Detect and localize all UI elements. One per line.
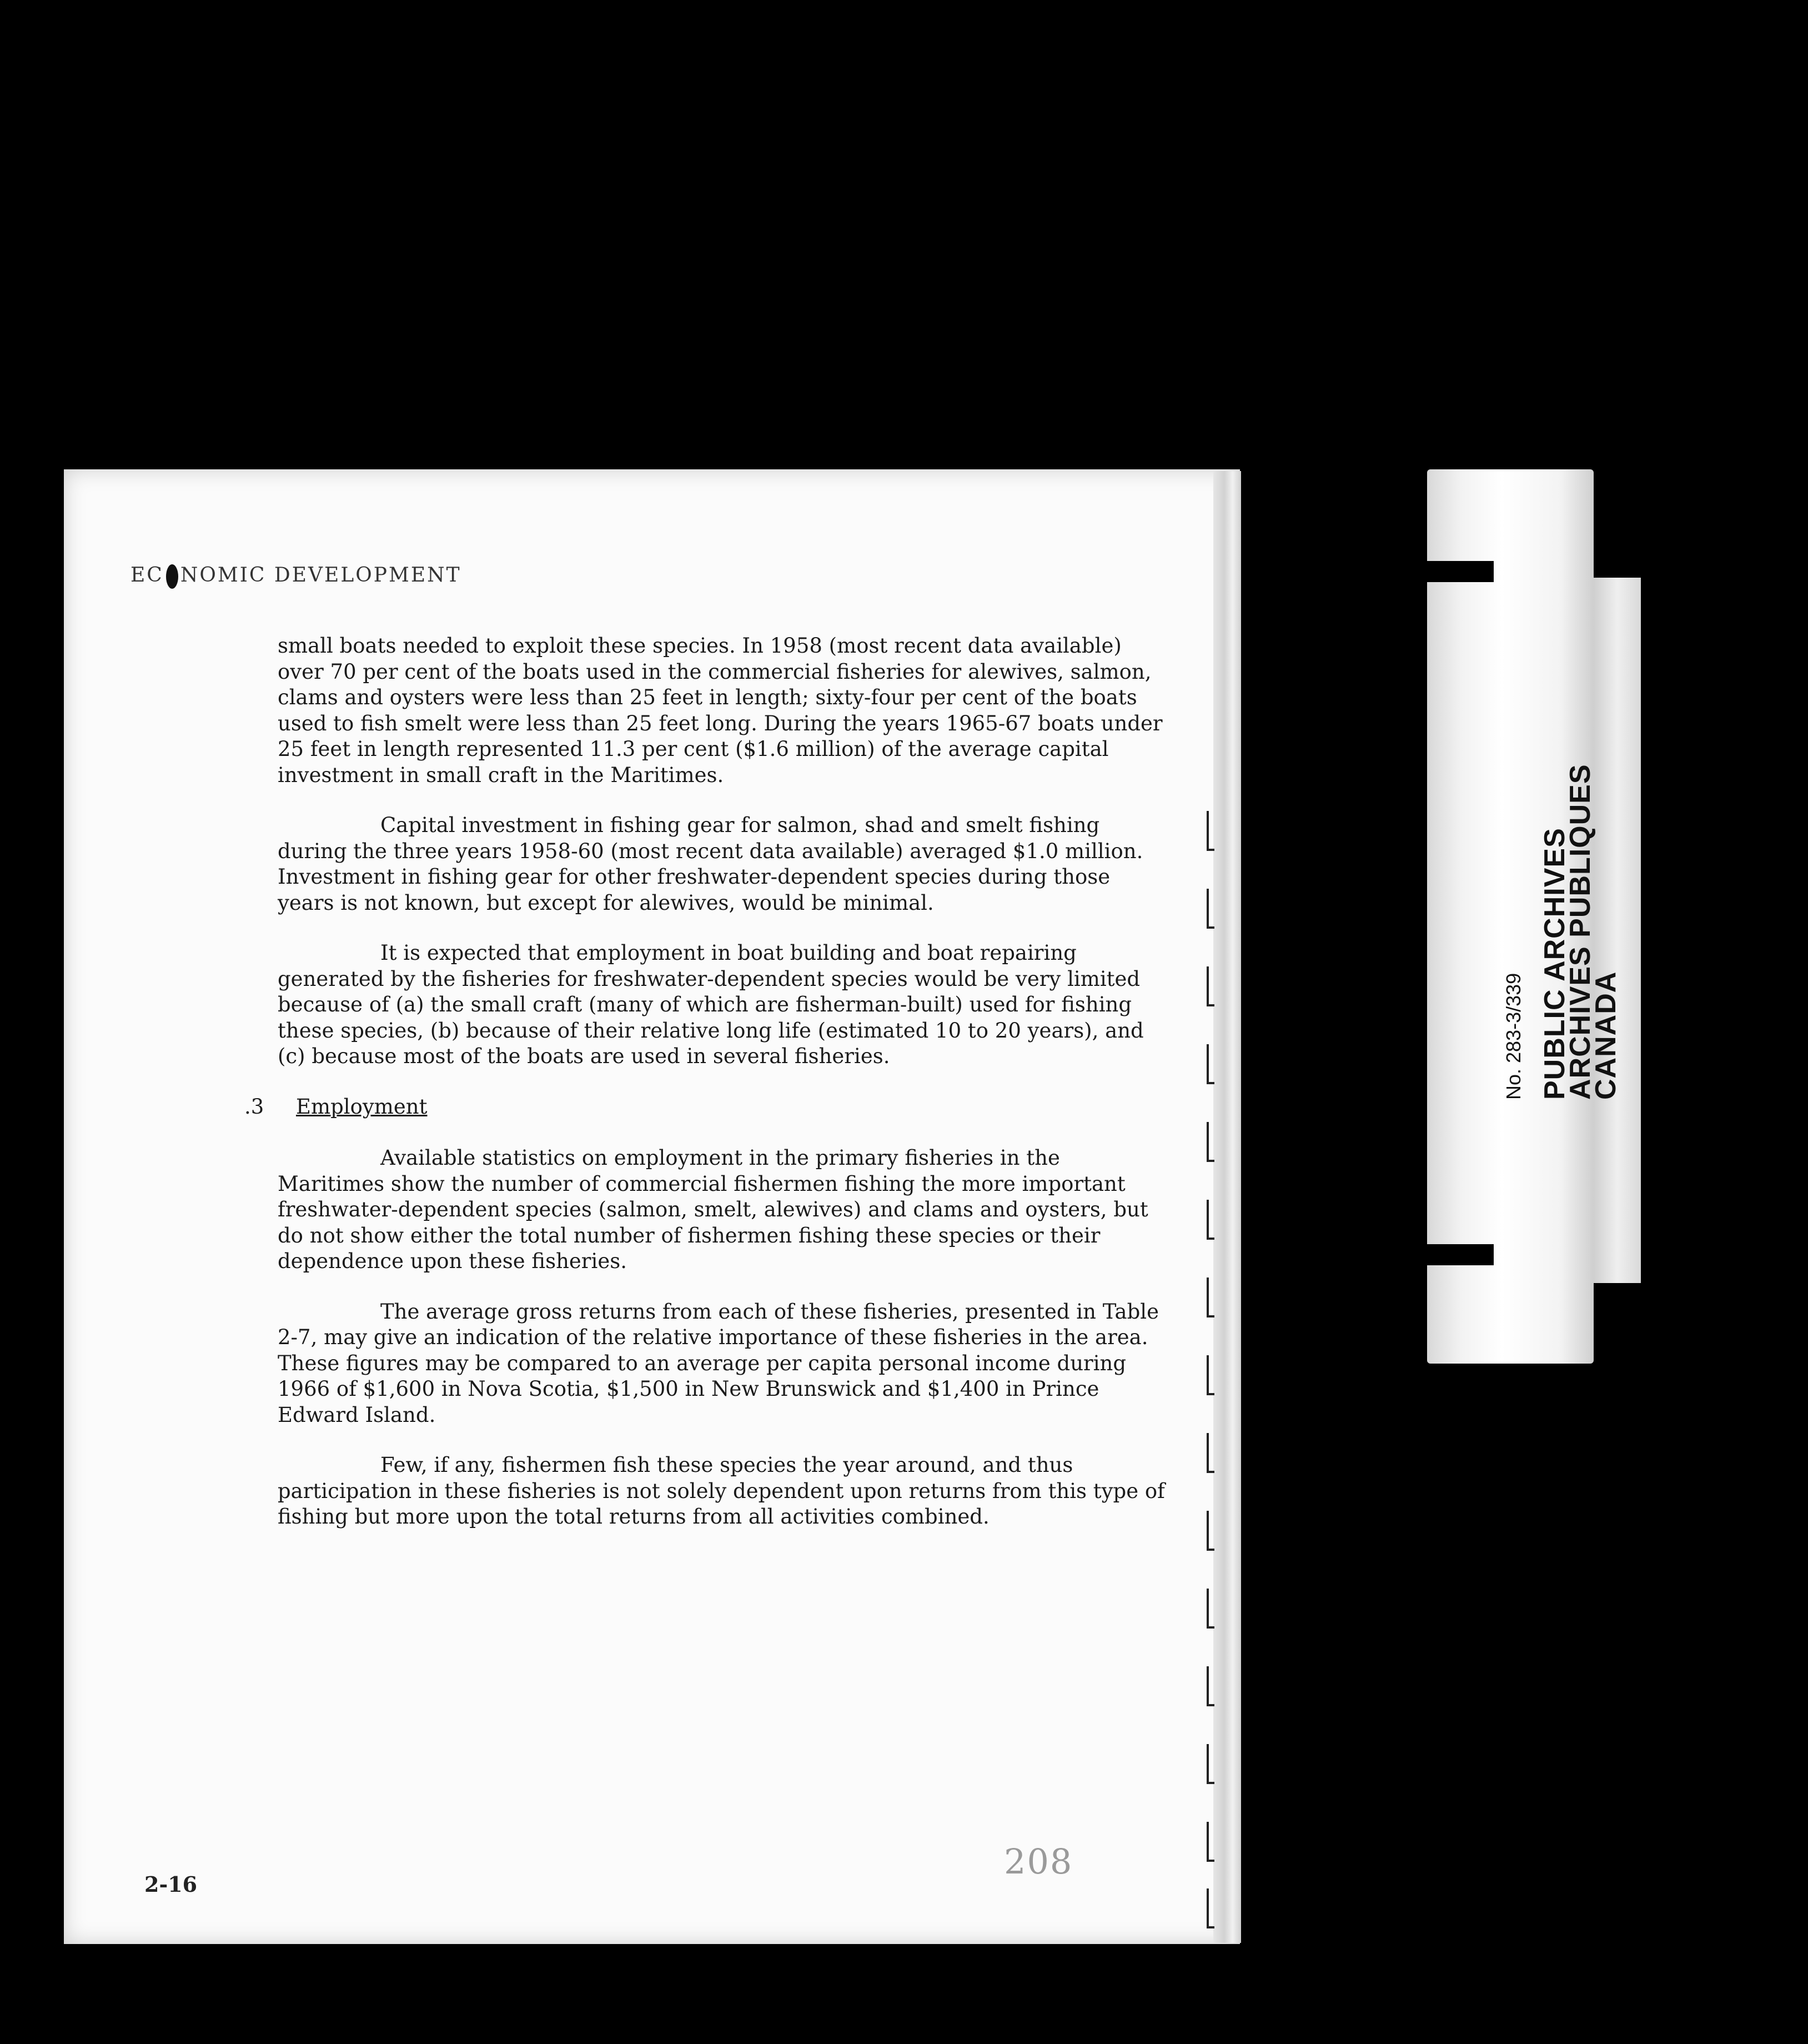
paragraph: The average gross returns from each of these fisheries, presented in Table 2-7, may give an indication of the relative importance of these fisheries in the area. These figures may be compared to an average per capita personal income during 1966 of $1,600 in Nova Scotia, $1,500 in New Brunswick and $1,400 in Prince Edward Island. <box>278 1299 1159 1427</box>
binder-mark <box>1207 1511 1214 1551</box>
document-body <box>244 633 1172 1555</box>
binder-mark <box>1207 811 1214 851</box>
paragraph: small boats needed to exploit these species. In 1958 (most recent data available) over 70 per cent of the boats used in the commercial fisheries for alewives, salmon, clams and oysters were less than 25 feet in length; sixty-four per cent of the boats used to fish smelt were less than 25 feet long. During the years 1965-67 boats under 25 feet in length represented 11.3 per cent ($1.6 million) of the average capital investment in small craft in the Maritimes. <box>278 634 1163 787</box>
binder-mark <box>1207 1589 1214 1629</box>
paragraph: Few, if any, fishermen fish these species the year around, and thus participation in these fisheries is not solely dependent upon returns from this type of fishing but more upon the total returns from all activities combined. <box>278 1453 1165 1529</box>
running-header-start: EC <box>130 564 164 587</box>
running-header-end: NOMIC DEVELOPMENT <box>180 564 461 587</box>
binder-marks <box>1207 811 1218 1927</box>
archive-line-1: PUBLIC ARCHIVES <box>1539 828 1571 1100</box>
document-page <box>64 469 1240 1944</box>
binder-mark <box>1207 1433 1214 1473</box>
binder-mark <box>1207 1666 1214 1706</box>
binder-mark <box>1207 889 1214 929</box>
paragraph: Capital investment in fishing gear for salmon, shad and smelt fishing during the three years 1958-60 (most recent data available) averaged $1.0 million. Investment in fishing gear for other freshwater-dependent species during those years is not known, but except for alewives, would be minimal. <box>278 813 1143 915</box>
binder-mark <box>1207 966 1214 1006</box>
paragraph: It is expected that employment in boat building and boat repairing generated by the fisheries for freshwater-dependent species would be very limited because of (a) the small craft (many of which are fisherman-built) used for fishing these species, (b) because of their relative long life (estimated 10 to 20 years), and (c) because most of the boats are used in several fisheries. <box>278 941 1144 1068</box>
binder-mark <box>1207 1278 1214 1317</box>
binder-mark <box>1207 1122 1214 1162</box>
binder-mark <box>1207 1355 1214 1395</box>
archive-line-2: ARCHIVES PUBLIQUES <box>1564 764 1596 1100</box>
binder-mark <box>1207 1888 1214 1928</box>
archive-label-notch <box>1427 561 1494 582</box>
section-number: .3 <box>244 1094 264 1119</box>
binder-mark <box>1207 1822 1214 1862</box>
archive-label-notch <box>1427 1244 1494 1265</box>
archive-line-3: CANADA <box>1590 971 1622 1100</box>
section-title: Employment <box>296 1094 428 1119</box>
paragraph: Available statistics on employment in the primary fisheries in the Maritimes show the number of commercial fishermen fishing the more important freshwater-dependent species (salmon, smelt, alewives) and clams and oysters, but do not show either the total number of fishermen fishing these species or their dependence upon these fisheries. <box>278 1146 1148 1273</box>
ink-blot <box>166 564 178 589</box>
running-header <box>130 564 461 589</box>
binder-mark <box>1207 1200 1214 1240</box>
archive-label-text <box>1502 764 1622 1100</box>
section-heading <box>244 1094 1172 1120</box>
folio-stamp: 208 <box>1004 1841 1073 1882</box>
archive-reference-number: No. 283-3/339 <box>1502 973 1525 1100</box>
page-number: 2-16 <box>144 1872 198 1897</box>
binder-mark <box>1207 1044 1214 1084</box>
binder-mark <box>1207 1744 1214 1784</box>
